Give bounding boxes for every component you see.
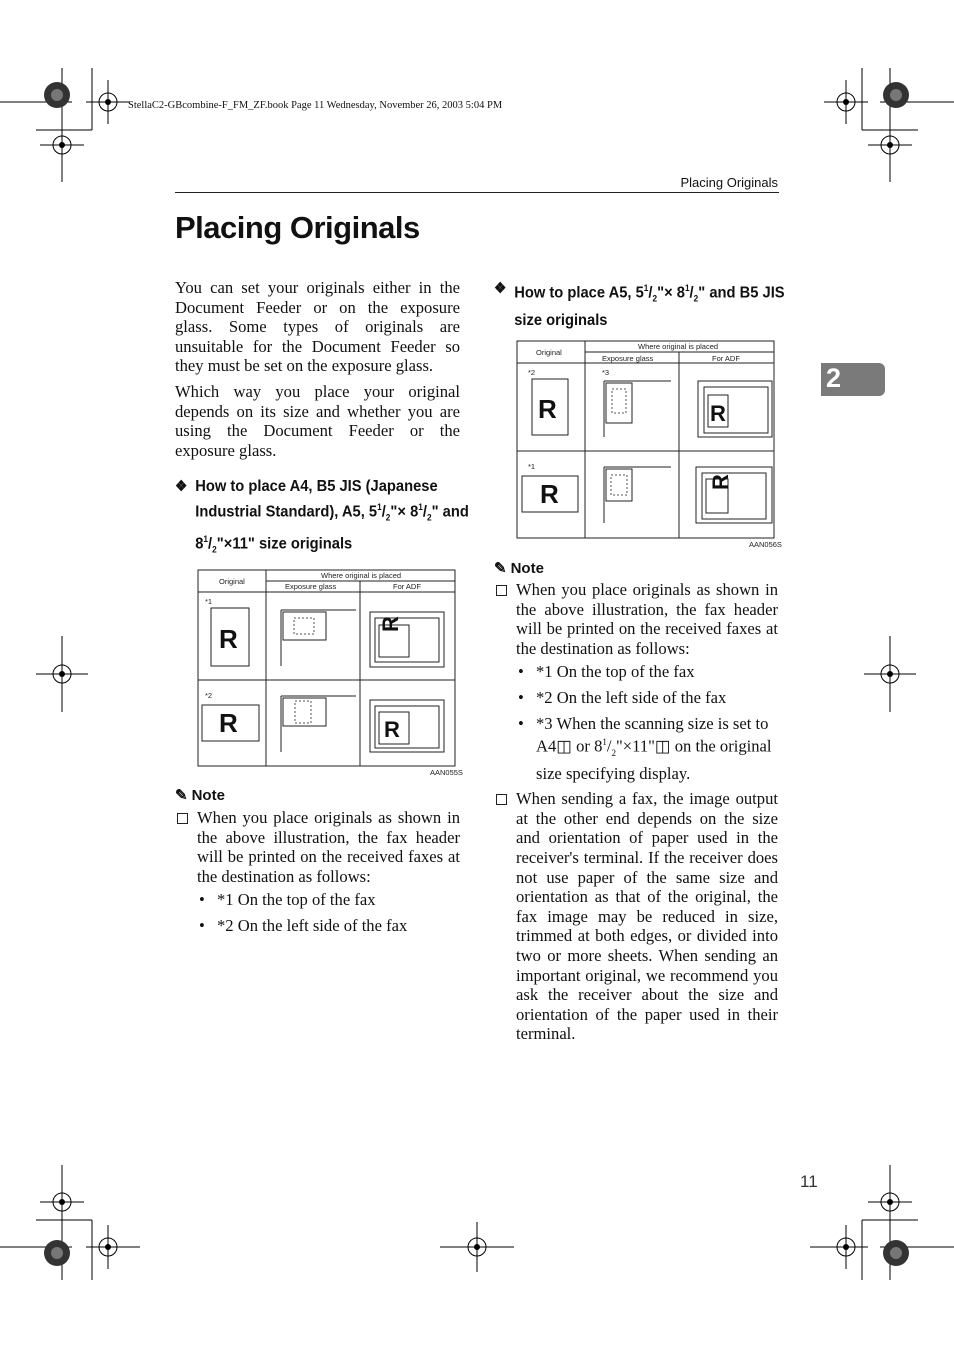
list-item: • *3 When the scanning size is set to A4◫ or $8^1/_2"\times 11"◫$ on the original size specifying display.	[518, 713, 772, 783]
svg-text:For ADF: For ADF	[712, 353, 740, 363]
checkbox-icon	[177, 813, 188, 824]
note-item: When you place originals as shown in the above illustration, the fax header will be printed on the received faxes at the destination as follows:	[175, 808, 460, 886]
figure-id: AAN055S	[430, 768, 463, 778]
mark-3: *3	[602, 367, 610, 377]
list-item: • *1 On the top of the fax	[199, 890, 376, 910]
svg-text:R: R	[219, 708, 238, 739]
fax-header-list	[494, 662, 778, 783]
mark-2: *2	[205, 691, 213, 701]
pencil-icon: ✎	[175, 787, 188, 805]
note-heading: ✎ Note	[175, 787, 225, 805]
chapter-number: 2	[826, 363, 842, 393]
right-column	[494, 278, 785, 1048]
figure-id: AAN056S	[749, 539, 782, 549]
running-head: Placing Originals	[680, 175, 778, 190]
list-item: • *2 On the left side of the fax	[518, 688, 727, 708]
subheading-a5: ❖ How to place A5, $5^1/_2"\times 8^1/_2$" and B5 JIS size originals	[494, 280, 785, 329]
landscape-paper-icon: ◫	[556, 736, 572, 756]
figure-a4-placement	[197, 570, 463, 778]
figure-a5-placement	[516, 341, 782, 551]
svg-text:R: R	[710, 400, 726, 426]
note-item: When sending a fax, the image output at the other end depends on the size and orientation of paper used in the receiver's terminal. If the receiver does not use paper of the same size and orientation as that of the original, the fax image may be reduced in size, trimmed at both edges, or divided into two or more sheets. When sending an important original, we recommend you ask the receiver about the size and orientation of the paper used in their terminal.	[494, 789, 778, 1044]
list-item: • *1 On the top of the fax	[518, 662, 695, 682]
note-item: When you place originals as shown in the above illustration, the fax header will be printed on the received faxes at the destination as follows:	[494, 580, 778, 658]
list-item: • *2 On the left side of the fax	[199, 915, 408, 935]
r-letter: R	[219, 624, 238, 655]
svg-text:Where original is placed: Where original is placed	[638, 341, 719, 351]
svg-text:*2: *2	[528, 367, 536, 377]
page-number: 11	[800, 1172, 818, 1191]
col-where-placed: Where original is placed	[321, 571, 402, 581]
svg-text:R: R	[378, 616, 403, 633]
book-file-line: StellaC2-GBcombine-F_FM_ZF.book Page 11 Wednesday, November 26, 2003 5:04 PM	[128, 100, 503, 111]
svg-text:R: R	[384, 717, 400, 743]
svg-text:R: R	[708, 473, 733, 490]
svg-text:R: R	[540, 478, 559, 509]
subheading-a4: ❖ How to place A4, B5 JIS (Japanese Industrial Standard), A5, $5^1/_2"\times 8^1/_2$" and $8^1/_2"\times 11$" size originals	[175, 478, 469, 555]
checkbox-icon	[496, 794, 507, 805]
diamond-icon: ❖	[494, 280, 507, 297]
landscape-paper-icon: ◫	[654, 736, 671, 756]
intro-paragraph-2: Which way you place your original depends on its size and whether you are using the Document Feeder or the exposure glass.	[175, 381, 460, 460]
note-heading: ✎ Note	[494, 559, 544, 577]
intro-paragraph-1: You can set your originals either in the Document Feeder or on the exposure glass. Some types of originals are unsuitable for the Document Feeder so they must be set on the exposure glass.	[175, 278, 460, 376]
svg-text:Original: Original	[536, 347, 562, 357]
page-title: Placing Originals	[175, 210, 420, 245]
diamond-icon: ❖	[175, 478, 188, 496]
col-for-adf: For ADF	[393, 582, 421, 592]
header-rule	[175, 192, 779, 193]
pencil-icon: ✎	[494, 559, 507, 577]
svg-text:Exposure glass: Exposure glass	[602, 353, 654, 363]
svg-text:*1: *1	[528, 461, 536, 471]
svg-text:R: R	[538, 393, 557, 424]
mark-1: *1	[205, 597, 213, 607]
fax-header-list	[175, 890, 460, 935]
checkbox-icon	[496, 585, 507, 596]
col-original: Original	[219, 577, 245, 587]
col-exposure-glass: Exposure glass	[285, 582, 337, 592]
left-column	[175, 278, 469, 942]
